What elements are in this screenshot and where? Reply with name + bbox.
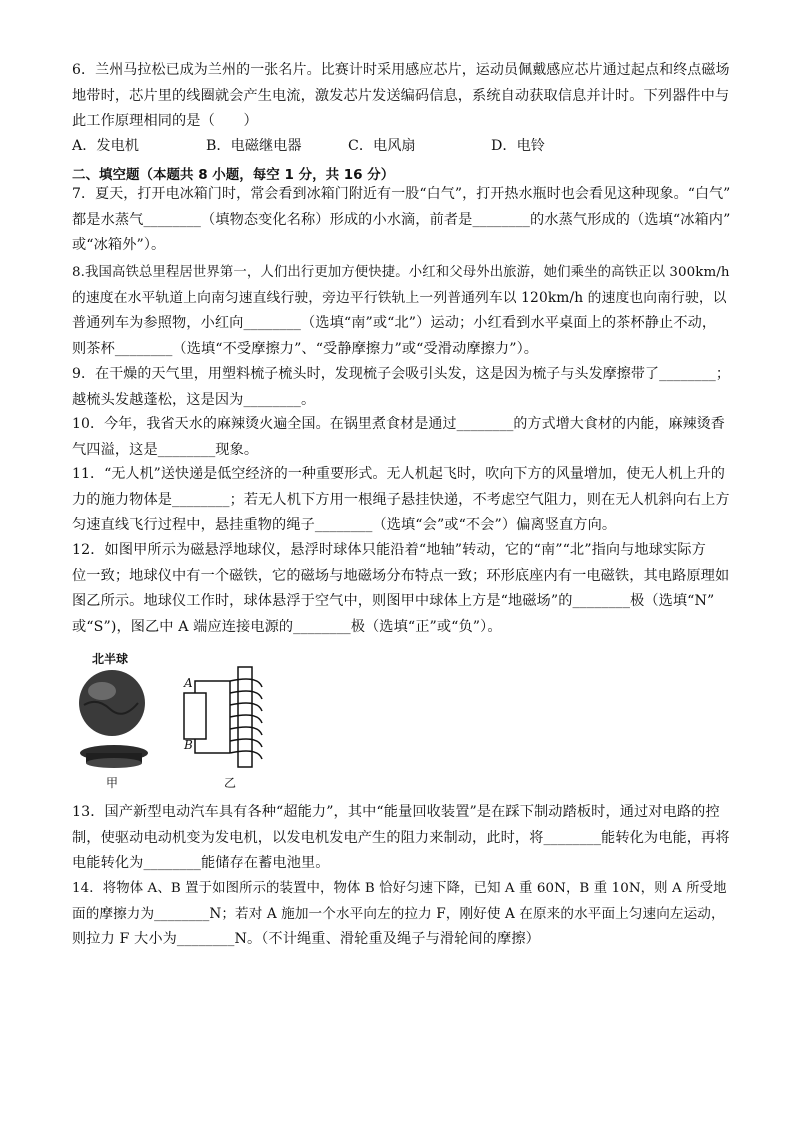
question-12 bbox=[72, 538, 732, 640]
terminal-a-label: A bbox=[184, 676, 193, 690]
globe-highlight bbox=[88, 682, 116, 700]
question-8-line-2: 的速度在水平轨道上向南匀速直线行驶，旁边平行铁轨上一列普通列车以 120km/h 的速度也向南行驶，以 bbox=[72, 289, 727, 306]
resistor-box bbox=[184, 693, 206, 739]
wire-bottom bbox=[195, 739, 230, 753]
question-10 bbox=[72, 412, 732, 463]
caption-jia: 甲 bbox=[106, 776, 119, 790]
question-14-line-1: 14．将物体 A、B 置于如图所示的装置中，物体 B 恰好匀速下降，已知 A 重 60N，B 重 10N，则 A 所受地 bbox=[72, 881, 727, 896]
maglev-globe-figure bbox=[72, 645, 272, 795]
question-12-line-2: 位一致；地球仪中有一个磁铁，它的磁场与地磁场分布特点一致；环形底座内有一电磁铁，其电路原理如 bbox=[72, 567, 730, 584]
option-d: D．电铃 bbox=[491, 138, 545, 154]
question-12-line-1: 12．如图甲所示为磁悬浮地球仪，悬浮时球体只能沿着“地轴”转动，它的“南”“北”指向与地球实际方 bbox=[72, 542, 706, 558]
question-6-line-2: 地带时，芯片里的线圈就会产生电流，激发芯片发送编码信息，系统自动获取信息并计时。下列器件中与 bbox=[72, 87, 730, 104]
question-14 bbox=[72, 876, 732, 953]
question-8 bbox=[72, 260, 732, 362]
question-7 bbox=[72, 182, 732, 259]
question-12-figure bbox=[72, 645, 272, 795]
question-6-line-1: 6．兰州马拉松已成为兰州的一张名片。比赛计时采用感应芯片，运动员佩戴感应芯片通过起点和终点磁场 bbox=[72, 62, 730, 78]
question-11-line-2: 力的施力物体是________；若无人机下方用一根绳子悬挂快递，不考虑空气阻力，则在无人机斜向右上方 bbox=[72, 491, 730, 508]
terminal-b-label: B bbox=[184, 738, 193, 752]
question-10-line-1: 10．今年，我省天水的麻辣烫火遍全国。在锅里煮食材是通过________的方式增大食材的内能，麻辣烫香 bbox=[72, 416, 725, 432]
question-12-line-3: 图乙所示。地球仪工作时，球体悬浮于空气中，则图甲中球体上方是“地磁场”的________极（选填“N” bbox=[72, 593, 715, 610]
question-10-line-2: 气四溢，这是________现象。 bbox=[72, 441, 259, 458]
question-6-line-3: 此工作原理相同的是（ ） bbox=[72, 113, 258, 130]
option-b: B．电磁继电器 bbox=[206, 138, 302, 154]
question-13-line-1: 13．国产新型电动汽车具有各种“超能力”，其中“能量回收装置”是在踩下制动踏板时，通过对电路的控 bbox=[72, 804, 720, 820]
wire-top bbox=[195, 681, 230, 693]
question-7-line-1: 7．夏天，打开电冰箱门时，常会看到冰箱门附近有一股“白气”，打开热水瓶时也会看见这种现象。“白气” bbox=[72, 186, 731, 202]
question-9-line-2: 越梳头发越蓬松，这是因为________。 bbox=[72, 391, 316, 408]
globe-label: 北半球 bbox=[92, 652, 129, 666]
question-8-line-4: 则茶杯________（选填“不受摩擦力”、“受静摩擦力”或“受滑动摩擦力”）。 bbox=[72, 340, 539, 357]
question-14-line-2: 面的摩擦力为________N；若对 A 施加一个水平向左的拉力 F，刚好使 A 在原来的水平面上匀速向左运动， bbox=[72, 905, 725, 922]
question-9 bbox=[72, 362, 732, 413]
question-13-line-3: 电能转化为________能储存在蓄电池里。 bbox=[72, 855, 330, 872]
question-12-line-4: 或“S”)，图乙中 A 端应连接电源的________极（选填“正”或“负”）。 bbox=[72, 618, 502, 635]
question-6 bbox=[72, 58, 732, 135]
question-9-line-1: 9．在干燥的天气里，用塑料梳子梳头时，发现梳子会吸引头发，这是因为梳子与头发摩擦带了________； bbox=[72, 366, 731, 382]
caption-yi: 乙 bbox=[224, 776, 237, 790]
question-11-line-1: 11．“无人机”送快递是低空经济的一种重要形式。无人机起飞时，吹向下方的风量增加，使无人机上升的 bbox=[72, 466, 725, 482]
option-c: C．电风扇 bbox=[348, 138, 416, 154]
question-8-line-3: 普通列车为参照物，小红向________（选填“南”或“北”）运动；小红看到水平桌面上的茶杯静止不动， bbox=[72, 315, 717, 332]
question-11 bbox=[72, 462, 732, 539]
question-14-line-3: 则拉力 F 大小为________N。（不计绳重、滑轮重及绳子与滑轮间的摩擦） bbox=[72, 931, 540, 948]
question-8-line-1: 8.我国高铁总里程居世界第一，人们出行更加方便快捷。小红和父母外出旅游，她们乘坐的高铁正以 300km/h bbox=[72, 265, 730, 280]
question-13 bbox=[72, 800, 732, 877]
coil-icon bbox=[230, 679, 262, 759]
question-7-line-2: 都是水蒸气________（填物态变化名称）形成的小水滴，前者是________的水蒸气形成的（选填“冰箱内” bbox=[72, 211, 731, 228]
option-a: A．发电机 bbox=[72, 138, 139, 154]
question-7-line-3: 或“冰箱外”）。 bbox=[72, 237, 166, 254]
question-13-line-2: 制，使驱动电动机变为发电机，以发电机发电产生的阻力来制动，此时，将________能转化为电能，再将 bbox=[72, 829, 730, 846]
section-title-fill-in: 二、填空题（本题共 8 小题，每空 1 分，共 16 分） bbox=[72, 167, 395, 183]
base-bottom bbox=[86, 758, 142, 768]
question-11-line-3: 匀速直线飞行过程中，悬挂重物的绳子________（选填“会”或“不会”）偏离竖直方向。 bbox=[72, 517, 617, 534]
